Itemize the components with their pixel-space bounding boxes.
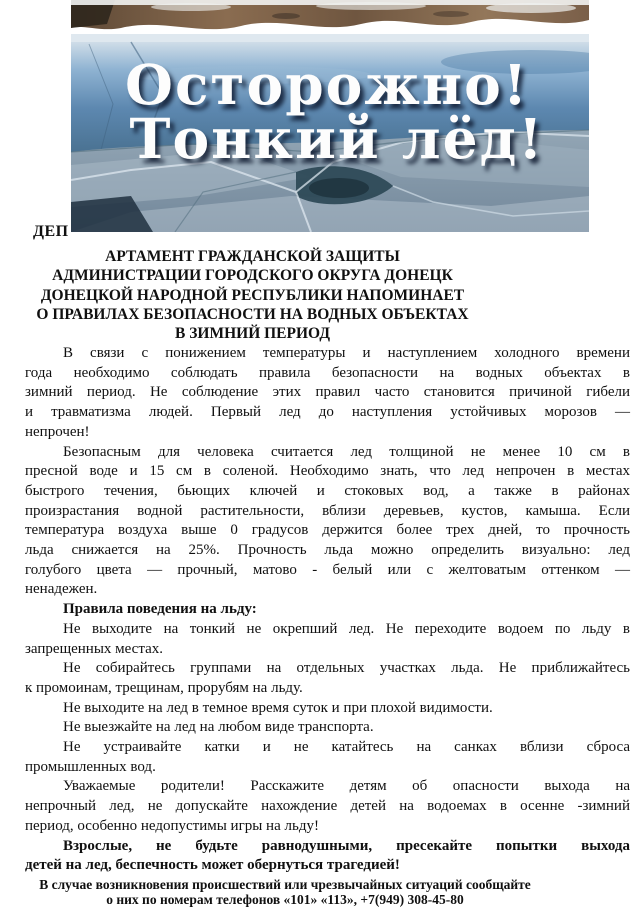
body-line: пресной воде и 15 см в соленой. Необходимо знать, что лед непрочен в местах	[25, 463, 630, 480]
body-line: детей на лед, беспечность может обернуться трагедией!	[25, 857, 400, 874]
body-line: зимний период. Не соблюдение этих правил часто становится причиной гибели	[25, 384, 630, 401]
body-line: непрочен!	[25, 423, 90, 440]
poster-title-line1: Осторожно!	[125, 52, 529, 117]
heading-line: АДМИНИСТРАЦИИ ГОРОДСКОГО ОКРУГА ДОНЕЦК	[52, 267, 453, 285]
body-line: Не выходите на лед в темное время суток и при плохой видимости.	[63, 699, 493, 716]
body-line: запрещенных местах.	[25, 640, 163, 657]
ice-poster-image	[71, 0, 589, 232]
cliffs-band	[71, 0, 589, 29]
body-line: Не собирайтесь группами на отдельных участках льда. Не приближайтесь	[63, 660, 630, 677]
body-line: температура воздуха выше 0 градусов держится более трех дней, то прочность	[25, 522, 630, 539]
poster-title-line2: Тонкий лёд!	[129, 106, 545, 171]
dep-prefix: ДЕП	[33, 223, 69, 240]
heading-line: АРТАМЕНТ ГРАЖДАНСКОЙ ЗАЩИТЫ	[105, 248, 400, 265]
rules-subheading: Правила поведения на льду:	[63, 601, 257, 618]
body-line: быстрого течения, бьющих ключей и стоковых вод, а также в районах	[25, 482, 630, 499]
body-line: В связи с понижением температуры и наступлением холодного времени	[63, 345, 630, 361]
document-heading	[25, 247, 480, 343]
body-line: произрастания водной растительности, вблизи деревьев, кустов, камыша. Если	[25, 502, 630, 519]
body-line: период, особенно недопустимы игры на льду!	[25, 817, 319, 834]
body-line: Безопасным для человека считается лед толщиной не менее 10 см в	[63, 443, 630, 460]
heading-line: ДОНЕЦКОЙ НАРОДНОЙ РЕСПУБЛИКИ НАПОМИНАЕТ	[40, 286, 465, 304]
footer-line: о них по номерам телефонов «101» «113», +7(949) 308-45-80	[106, 892, 464, 908]
body-line: года необходимо соблюдать правила безопасности на водных объектах в	[25, 364, 630, 381]
body-line: Не устраивайте катки и не катайтесь на санках вблизи сброса	[63, 739, 630, 756]
document-body	[25, 344, 630, 908]
body-line: ненадежен.	[25, 581, 98, 598]
emergency-contact-note	[25, 877, 545, 908]
heading-line: О ПРАВИЛАХ БЕЗОПАСНОСТИ НА ВОДНЫХ ОБЪЕКТАХ	[36, 305, 469, 323]
body-line: льда снижается на 25%. Прочность льда можно определить визуально: лед	[25, 542, 630, 559]
body-line: Не выезжайте на лед на любом виде транспорта.	[63, 719, 374, 736]
body-line: непрочный лед, не допускайте нахождение детей на водоемах в осенне -зимний	[25, 798, 630, 815]
body-line: промышленных вод.	[25, 758, 156, 775]
body-line: и травматизма людей. Первый лед до наступления устойчивых морозов —	[25, 404, 630, 421]
body-line: Уважаемые родители! Расскажите детям об опасности выхода на	[63, 778, 630, 795]
body-line: голубого цвета — прочный, матово - белый или с желтоватым оттенком —	[25, 561, 630, 578]
footer-line: В случае возникновения происшествий или чрезвычайных ситуаций сообщайте	[39, 876, 531, 892]
heading-line: В ЗИМНИЙ ПЕРИОД	[175, 325, 330, 343]
body-line: Взрослые, не будьте равнодушными, пресекайте попытки выхода	[63, 837, 630, 854]
body-line: к промоинам, трещинам, прорубям на льду.	[25, 679, 303, 696]
body-line: Не выходите на тонкий не окрепший лед. Не переходите водоем по льду в	[63, 620, 630, 637]
